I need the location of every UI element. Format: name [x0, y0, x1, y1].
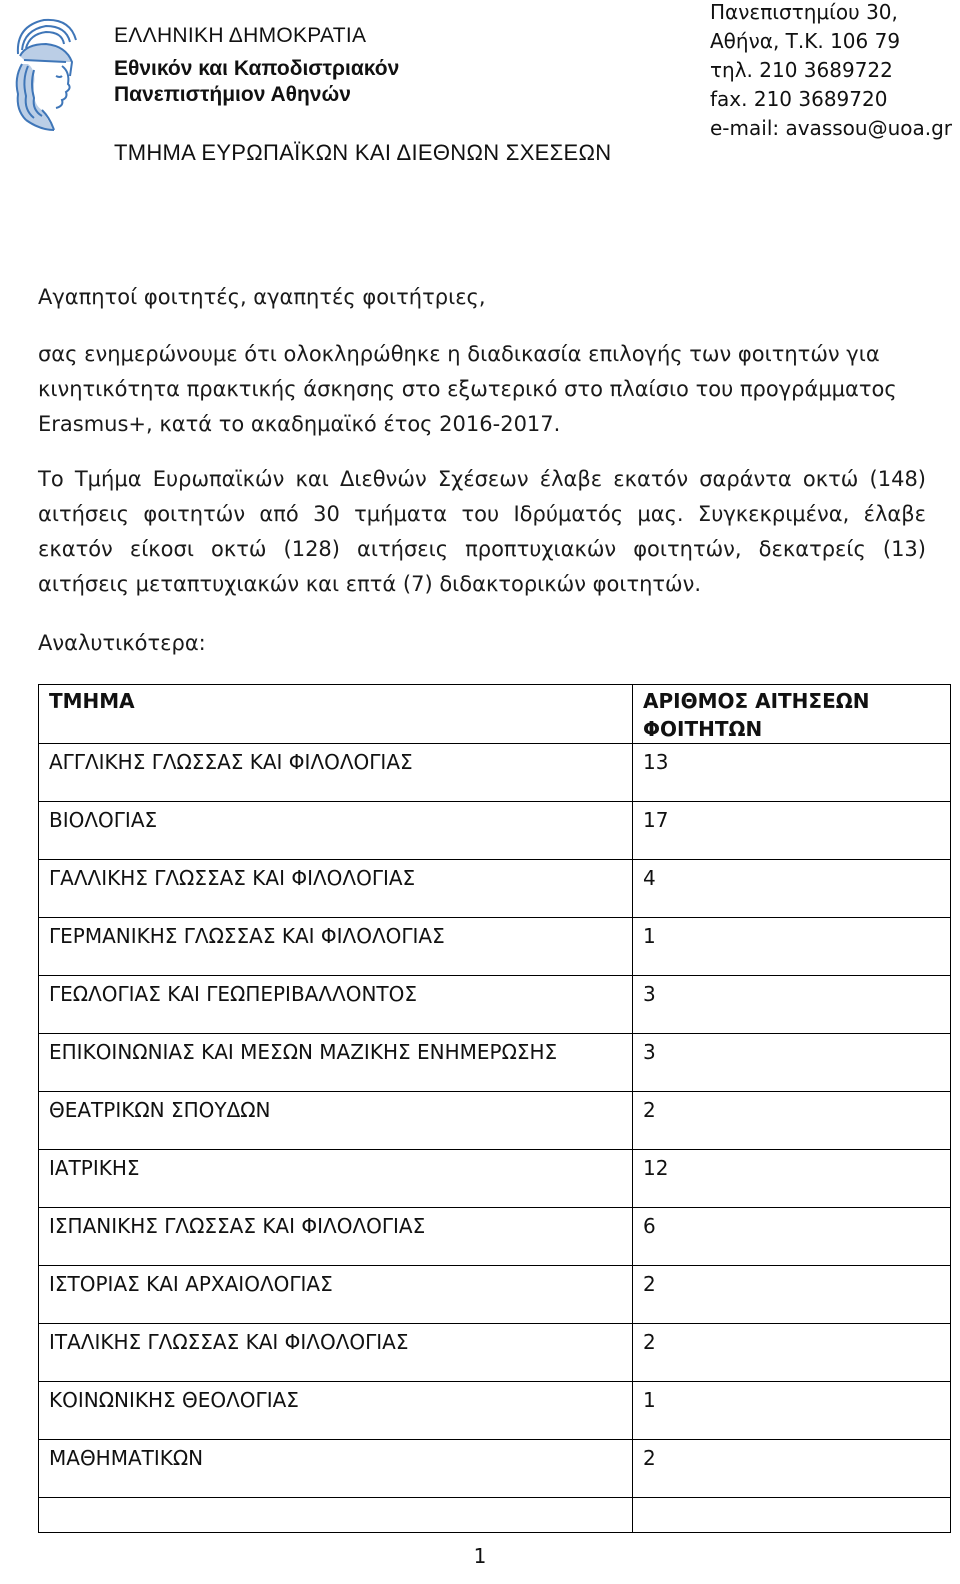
- department-name: ΤΜΗΜΑ ΕΥΡΩΠΑΪΚΩΝ ΚΑΙ ΔΙΕΘΝΩΝ ΣΧΕΣΕΩΝ: [114, 140, 612, 165]
- table-row: [39, 860, 951, 918]
- table-row: [39, 1382, 951, 1440]
- table-row: [39, 1034, 951, 1092]
- email-address[interactable]: e-mail: avassou@uoa.gr: [710, 116, 953, 140]
- applications-count-cell: 17: [633, 802, 951, 860]
- department-cell: ΙΣΤΟΡΙΑΣ ΚΑΙ ΑΡΧΑΙΟΛΟΓΙΑΣ: [39, 1266, 633, 1324]
- page-number: 1: [473, 1544, 487, 1568]
- department-cell: ΙΣΠΑΝΙΚΗΣ ΓΛΩΣΣΑΣ ΚΑΙ ΦΙΛΟΛΟΓΙΑΣ: [39, 1208, 633, 1266]
- table-row: [39, 1498, 951, 1533]
- applications-count-cell: 6: [633, 1208, 951, 1266]
- greeting: Αγαπητοί φοιτητές, αγαπητές φοιτήτριες,: [38, 285, 486, 309]
- table-row: [39, 918, 951, 976]
- address-line2: Αθήνα, Τ.Κ. 106 79: [710, 29, 901, 53]
- table-row: [39, 1208, 951, 1266]
- paragraph-text: σας ενημερώνουμε ότι ολοκληρώθηκε η διαδικασία επιλογής των φοιτητών για κινητικότητα πρακτικής άσκησης στο εξωτερικό στο πλαίσιο του προγράμματος Erasmus+, κατά το ακαδημαϊκό έτος 2016-2017.: [38, 342, 897, 436]
- table-body: [39, 744, 951, 1533]
- table-row: [39, 976, 951, 1034]
- department-cell: ΕΠΙΚΟΙΝΩΝΙΑΣ ΚΑΙ ΜΕΣΩΝ ΜΑΖΙΚΗΣ ΕΝΗΜΕΡΩΣΗΣ: [39, 1034, 633, 1092]
- applications-count-cell: 12: [633, 1150, 951, 1208]
- table-header-row: [39, 685, 951, 744]
- applications-count-cell: 1: [633, 1382, 951, 1440]
- applications-table: [38, 684, 951, 1533]
- column-header-department: ΤΜΗΜΑ: [39, 685, 633, 744]
- applications-count-cell: 3: [633, 976, 951, 1034]
- applications-count-cell: 1: [633, 918, 951, 976]
- department-cell: ΙΑΤΡΙΚΗΣ: [39, 1150, 633, 1208]
- department-cell: ΓΑΛΛΙΚΗΣ ΓΛΩΣΣΑΣ ΚΑΙ ΦΙΛΟΛΟΓΙΑΣ: [39, 860, 633, 918]
- fax-number: fax. 210 3689720: [710, 87, 888, 111]
- header-left: [114, 20, 399, 108]
- department-cell: ΚΟΙΝΩΝΙΚΗΣ ΘΕΟΛΟΓΙΑΣ: [39, 1382, 633, 1440]
- table-row: [39, 1266, 951, 1324]
- details-heading: Αναλυτικότερα:: [38, 631, 206, 655]
- applications-count-cell: 2: [633, 1324, 951, 1382]
- applications-count-cell: 2: [633, 1092, 951, 1150]
- applications-count-cell: 2: [633, 1266, 951, 1324]
- paragraph-selection-completed: [38, 337, 926, 442]
- table-row: [39, 744, 951, 802]
- department-cell: ΙΤΑΛΙΚΗΣ ΓΛΩΣΣΑΣ ΚΑΙ ΦΙΛΟΛΟΓΙΑΣ: [39, 1324, 633, 1382]
- column-header-applications: ΑΡΙΘΜΟΣ ΑΙΤΗΣΕΩΝ ΦΟΙΤΗΤΩΝ: [633, 685, 951, 744]
- address-line1: Πανεπιστημίου 30,: [710, 0, 898, 24]
- department-cell: ΒΙΟΛΟΓΙΑΣ: [39, 802, 633, 860]
- paragraph-applications-summary: [38, 462, 926, 602]
- table-row: [39, 1150, 951, 1208]
- paragraph-text: Το Τμήμα Ευρωπαϊκών και Διεθνών Σχέσεων έλαβε εκατόν σαράντα οκτώ (148) αιτήσεις φοιτητών από 30 τμήματα του Ιδρύματός μας. Συγκεκριμένα, έλαβε εκατόν είκοσι οκτώ (128) αιτήσεις προπτυχιακών φοιτητών, δεκατρείς (13) αιτήσεις μεταπτυχιακών και επτά (7) διδακτορικών φοιτητών.: [38, 467, 926, 596]
- university-name-line2: Πανεπιστήμιον Αθηνών: [114, 83, 351, 106]
- applications-count-cell: 3: [633, 1034, 951, 1092]
- university-name-line1: Εθνικόν και Καποδιστριακόν: [114, 57, 400, 80]
- applications-count-cell: 13: [633, 744, 951, 802]
- applications-count-cell: 4: [633, 860, 951, 918]
- republic-name: ΕΛΛΗΝΙΚΗ ΔΗΜΟΚΡΑΤΙΑ: [114, 24, 367, 47]
- department-cell: ΜΑΘΗΜΑΤΙΚΩΝ: [39, 1440, 633, 1498]
- department-cell: ΓΕΡΜΑΝΙΚΗΣ ΓΛΩΣΣΑΣ ΚΑΙ ΦΙΛΟΛΟΓΙΑΣ: [39, 918, 633, 976]
- department-cell: ΘΕΑΤΡΙΚΩΝ ΣΠΟΥΔΩΝ: [39, 1092, 633, 1150]
- applications-count-cell: [633, 1498, 951, 1533]
- applications-count-cell: 2: [633, 1440, 951, 1498]
- contact-block: [710, 0, 952, 143]
- athena-head-logo-icon: [6, 14, 84, 134]
- department-cell: ΑΓΓΛΙΚΗΣ ΓΛΩΣΣΑΣ ΚΑΙ ΦΙΛΟΛΟΓΙΑΣ: [39, 744, 633, 802]
- department-cell: [39, 1498, 633, 1533]
- table-row: [39, 1440, 951, 1498]
- department-cell: ΓΕΩΛΟΓΙΑΣ ΚΑΙ ΓΕΩΠΕΡΙΒΑΛΛΟΝΤΟΣ: [39, 976, 633, 1034]
- table-row: [39, 1324, 951, 1382]
- phone-number: τηλ. 210 3689722: [710, 58, 893, 82]
- table-row: [39, 802, 951, 860]
- table-row: [39, 1092, 951, 1150]
